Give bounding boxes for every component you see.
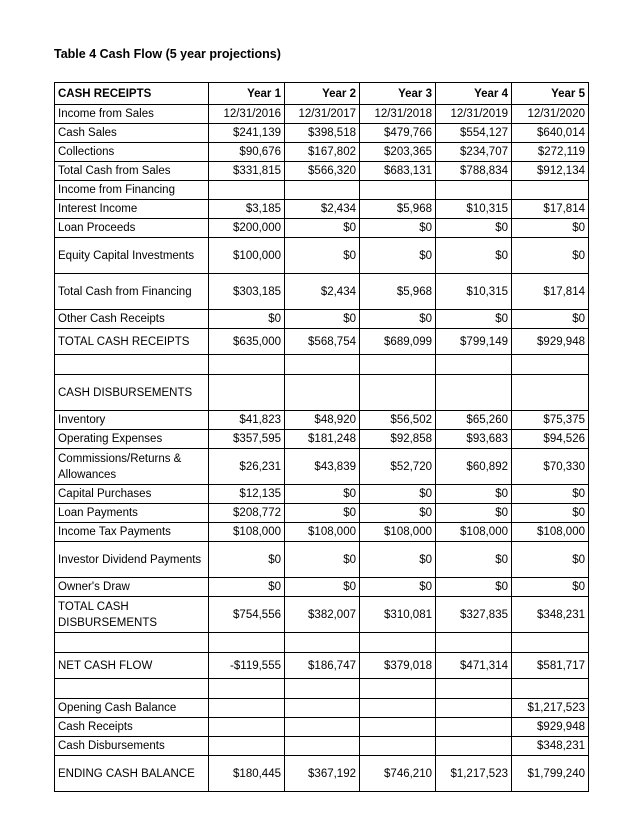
- year-2-value: [285, 633, 360, 653]
- year-5-value: $1,799,240: [512, 756, 589, 792]
- year-4-value: 12/31/2019: [436, 105, 512, 124]
- year-4-value: $60,892: [436, 449, 512, 485]
- header-year-1: Year 1: [209, 83, 285, 105]
- row-label: Income from Financing: [55, 181, 209, 200]
- table-row: [55, 504, 589, 523]
- year-1-value: $357,595: [209, 430, 285, 449]
- year-3-value: [360, 355, 436, 375]
- row-label: Equity Capital Investments: [55, 238, 209, 274]
- year-2-value: $367,192: [285, 756, 360, 792]
- year-3-value: $746,210: [360, 756, 436, 792]
- year-1-value: [209, 375, 285, 411]
- row-label: Income Tax Payments: [55, 523, 209, 542]
- year-2-value: $43,839: [285, 449, 360, 485]
- year-4-value: [436, 679, 512, 699]
- table-row: [55, 411, 589, 430]
- year-5-value: $94,526: [512, 430, 589, 449]
- table-row: [55, 310, 589, 329]
- row-label: TOTAL CASH RECEIPTS: [55, 329, 209, 355]
- year-5-value: $17,814: [512, 274, 589, 310]
- table-row: [55, 124, 589, 143]
- table-row: [55, 105, 589, 124]
- year-3-value: $108,000: [360, 523, 436, 542]
- year-5-value: $108,000: [512, 523, 589, 542]
- year-1-value: $100,000: [209, 238, 285, 274]
- year-5-value: [512, 633, 589, 653]
- year-4-value: $0: [436, 219, 512, 238]
- year-4-value: $799,149: [436, 329, 512, 355]
- year-1-value: $0: [209, 578, 285, 597]
- table-row: [55, 274, 589, 310]
- year-5-value: $581,717: [512, 653, 589, 679]
- year-4-value: [436, 355, 512, 375]
- year-2-value: $2,434: [285, 274, 360, 310]
- table-row: [55, 430, 589, 449]
- year-2-value: $568,754: [285, 329, 360, 355]
- year-2-value: $382,007: [285, 597, 360, 633]
- year-1-value: $635,000: [209, 329, 285, 355]
- year-2-value: $0: [285, 578, 360, 597]
- year-4-value: [436, 375, 512, 411]
- year-5-value: $929,948: [512, 329, 589, 355]
- year-1-value: $200,000: [209, 219, 285, 238]
- year-3-value: 12/31/2018: [360, 105, 436, 124]
- cash-flow-table: [54, 82, 589, 792]
- year-2-value: [285, 699, 360, 718]
- year-3-value: $5,968: [360, 274, 436, 310]
- year-4-value: $327,835: [436, 597, 512, 633]
- table-row: [55, 485, 589, 504]
- year-2-value: $566,320: [285, 162, 360, 181]
- year-3-value: [360, 181, 436, 200]
- year-1-value: 12/31/2016: [209, 105, 285, 124]
- table-row: [55, 679, 589, 699]
- header-year-2: Year 2: [285, 83, 360, 105]
- year-5-value: [512, 181, 589, 200]
- header-row: [55, 83, 589, 105]
- row-label: Owner's Draw: [55, 578, 209, 597]
- table-row: [55, 756, 589, 792]
- year-2-value: [285, 718, 360, 737]
- year-4-value: $234,707: [436, 143, 512, 162]
- year-5-value: [512, 375, 589, 411]
- year-5-value: $348,231: [512, 737, 589, 756]
- table-caption: Table 4 Cash Flow (5 year projections): [54, 47, 281, 61]
- year-1-value: $241,139: [209, 124, 285, 143]
- year-1-value: [209, 737, 285, 756]
- year-2-value: $0: [285, 542, 360, 578]
- year-1-value: -$119,555: [209, 653, 285, 679]
- year-3-value: $0: [360, 310, 436, 329]
- year-3-value: $0: [360, 238, 436, 274]
- year-4-value: $0: [436, 485, 512, 504]
- year-5-value: $929,948: [512, 718, 589, 737]
- row-label: Inventory: [55, 411, 209, 430]
- year-2-value: [285, 355, 360, 375]
- year-2-value: $0: [285, 219, 360, 238]
- year-5-value: $0: [512, 238, 589, 274]
- row-label: Opening Cash Balance: [55, 699, 209, 718]
- year-5-value: 12/31/2020: [512, 105, 589, 124]
- row-label: Investor Dividend Payments: [55, 542, 209, 578]
- year-3-value: [360, 633, 436, 653]
- header-cash-receipts: CASH RECEIPTS: [55, 83, 209, 105]
- year-4-value: $10,315: [436, 200, 512, 219]
- row-label: Cash Receipts: [55, 718, 209, 737]
- year-2-value: $2,434: [285, 200, 360, 219]
- year-5-value: $0: [512, 310, 589, 329]
- year-4-value: $0: [436, 504, 512, 523]
- year-4-value: [436, 737, 512, 756]
- year-4-value: $788,834: [436, 162, 512, 181]
- year-1-value: [209, 355, 285, 375]
- year-4-value: $554,127: [436, 124, 512, 143]
- year-4-value: $1,217,523: [436, 756, 512, 792]
- row-label: Other Cash Receipts: [55, 310, 209, 329]
- year-2-value: $181,248: [285, 430, 360, 449]
- year-5-value: $0: [512, 504, 589, 523]
- header-year-3: Year 3: [360, 83, 436, 105]
- year-4-value: $0: [436, 542, 512, 578]
- table-row: [55, 355, 589, 375]
- header-year-5: Year 5: [512, 83, 589, 105]
- year-1-value: $108,000: [209, 523, 285, 542]
- year-5-value: $0: [512, 578, 589, 597]
- year-3-value: $683,131: [360, 162, 436, 181]
- year-4-value: $65,260: [436, 411, 512, 430]
- year-3-value: $0: [360, 219, 436, 238]
- year-3-value: [360, 737, 436, 756]
- year-5-value: $1,217,523: [512, 699, 589, 718]
- row-label: Capital Purchases: [55, 485, 209, 504]
- year-2-value: $398,518: [285, 124, 360, 143]
- year-2-value: $167,802: [285, 143, 360, 162]
- year-1-value: [209, 633, 285, 653]
- year-4-value: $10,315: [436, 274, 512, 310]
- row-label: TOTAL CASH DISBURSEMENTS: [55, 597, 209, 633]
- year-2-value: $0: [285, 485, 360, 504]
- table-row: [55, 699, 589, 718]
- table-row: [55, 718, 589, 737]
- row-label: ENDING CASH BALANCE: [55, 756, 209, 792]
- year-5-value: $912,134: [512, 162, 589, 181]
- year-2-value: $0: [285, 238, 360, 274]
- table-row: [55, 329, 589, 355]
- year-1-value: $303,185: [209, 274, 285, 310]
- table-row: [55, 578, 589, 597]
- row-label: Total Cash from Sales: [55, 162, 209, 181]
- table-row: [55, 542, 589, 578]
- table-row: [55, 162, 589, 181]
- year-1-value: $208,772: [209, 504, 285, 523]
- row-label: NET CASH FLOW: [55, 653, 209, 679]
- year-3-value: $379,018: [360, 653, 436, 679]
- year-3-value: $689,099: [360, 329, 436, 355]
- year-5-value: $640,014: [512, 124, 589, 143]
- year-4-value: $0: [436, 578, 512, 597]
- year-4-value: [436, 718, 512, 737]
- year-1-value: $26,231: [209, 449, 285, 485]
- year-2-value: $0: [285, 310, 360, 329]
- year-4-value: $0: [436, 238, 512, 274]
- year-1-value: [209, 181, 285, 200]
- row-label: Income from Sales: [55, 105, 209, 124]
- table-row: [55, 181, 589, 200]
- year-3-value: $5,968: [360, 200, 436, 219]
- year-5-value: $272,119: [512, 143, 589, 162]
- table-row: [55, 200, 589, 219]
- year-2-value: [285, 375, 360, 411]
- row-label: [55, 679, 209, 699]
- year-3-value: [360, 699, 436, 718]
- year-2-value: $108,000: [285, 523, 360, 542]
- year-1-value: $90,676: [209, 143, 285, 162]
- row-label: [55, 633, 209, 653]
- year-1-value: $41,823: [209, 411, 285, 430]
- year-5-value: $0: [512, 542, 589, 578]
- year-4-value: [436, 633, 512, 653]
- table-row: [55, 238, 589, 274]
- year-2-value: $48,920: [285, 411, 360, 430]
- row-label: Total Cash from Financing: [55, 274, 209, 310]
- year-1-value: $0: [209, 310, 285, 329]
- year-3-value: $479,766: [360, 124, 436, 143]
- row-label: [55, 355, 209, 375]
- year-2-value: $186,747: [285, 653, 360, 679]
- row-label: Commissions/Returns & Allowances: [55, 449, 209, 485]
- table-row: [55, 449, 589, 485]
- year-4-value: $0: [436, 310, 512, 329]
- year-4-value: $93,683: [436, 430, 512, 449]
- year-3-value: $0: [360, 542, 436, 578]
- year-3-value: $0: [360, 578, 436, 597]
- year-4-value: [436, 699, 512, 718]
- table-row: [55, 653, 589, 679]
- year-3-value: [360, 718, 436, 737]
- table-row: [55, 523, 589, 542]
- table-row: [55, 633, 589, 653]
- year-5-value: $75,375: [512, 411, 589, 430]
- year-3-value: $310,081: [360, 597, 436, 633]
- year-4-value: $471,314: [436, 653, 512, 679]
- year-2-value: [285, 679, 360, 699]
- year-1-value: $3,185: [209, 200, 285, 219]
- year-3-value: $203,365: [360, 143, 436, 162]
- year-3-value: $0: [360, 485, 436, 504]
- table-row: [55, 597, 589, 633]
- year-2-value: 12/31/2017: [285, 105, 360, 124]
- row-label: CASH DISBURSEMENTS: [55, 375, 209, 411]
- year-3-value: $56,502: [360, 411, 436, 430]
- year-1-value: [209, 699, 285, 718]
- year-1-value: $12,135: [209, 485, 285, 504]
- year-1-value: $331,815: [209, 162, 285, 181]
- year-2-value: [285, 181, 360, 200]
- row-label: Collections: [55, 143, 209, 162]
- table-row: [55, 375, 589, 411]
- year-1-value: $0: [209, 542, 285, 578]
- row-label: Loan Proceeds: [55, 219, 209, 238]
- year-5-value: $70,330: [512, 449, 589, 485]
- year-2-value: [285, 737, 360, 756]
- year-3-value: [360, 375, 436, 411]
- year-3-value: $52,720: [360, 449, 436, 485]
- year-5-value: [512, 679, 589, 699]
- year-1-value: $180,445: [209, 756, 285, 792]
- table-row: [55, 143, 589, 162]
- year-4-value: $108,000: [436, 523, 512, 542]
- year-5-value: $0: [512, 485, 589, 504]
- year-1-value: [209, 679, 285, 699]
- year-5-value: $17,814: [512, 200, 589, 219]
- row-label: Cash Sales: [55, 124, 209, 143]
- header-year-4: Year 4: [436, 83, 512, 105]
- year-5-value: [512, 355, 589, 375]
- row-label: Loan Payments: [55, 504, 209, 523]
- year-1-value: $754,556: [209, 597, 285, 633]
- table-row: [55, 219, 589, 238]
- row-label: Cash Disbursements: [55, 737, 209, 756]
- year-1-value: [209, 718, 285, 737]
- table-row: [55, 737, 589, 756]
- year-3-value: $92,858: [360, 430, 436, 449]
- year-3-value: $0: [360, 504, 436, 523]
- year-3-value: [360, 679, 436, 699]
- year-5-value: $0: [512, 219, 589, 238]
- year-2-value: $0: [285, 504, 360, 523]
- row-label: Operating Expenses: [55, 430, 209, 449]
- row-label: Interest Income: [55, 200, 209, 219]
- year-4-value: [436, 181, 512, 200]
- year-5-value: $348,231: [512, 597, 589, 633]
